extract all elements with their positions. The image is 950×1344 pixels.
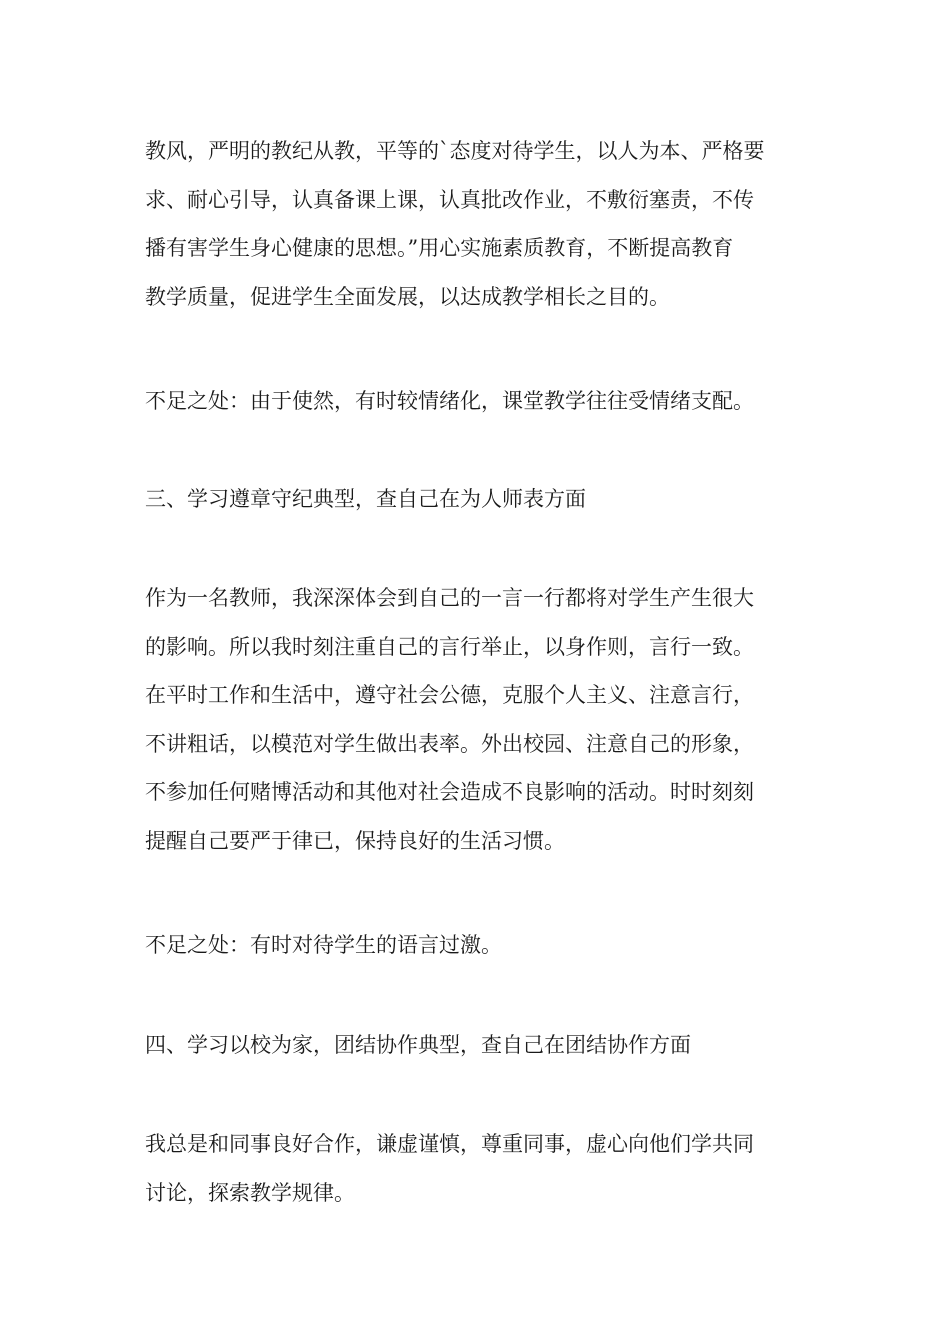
text-line: 我总是和同事良好合作，谦虚谨慎，尊重同事，虚心向他们学共同 (145, 1132, 754, 1156)
paragraph-shortcoming-2 (145, 921, 810, 970)
text-line: 不讲粗话，以模范对学生做出表率。外出校园、注意自己的形象， (145, 731, 754, 756)
section-heading-3 (145, 475, 810, 524)
text-line: 四、学习以校为家，团结协作典型，查自己在团结协作方面 (145, 1033, 691, 1057)
text-line: 的影响。所以我时刻注重自己的言行举止，以身作则，言行一致。 (145, 634, 754, 659)
paragraph-role-model (145, 574, 810, 865)
paragraph-teamwork (145, 1120, 810, 1217)
text-line: 播有害学生身心健康的思想。”用心实施素质教育，不断提高教育 (145, 236, 734, 260)
text-line: 在平时工作和生活中，遵守社会公德，克服个人主义、注意言行， (145, 683, 754, 707)
text-line: 三、学习遵章守纪典型，查自己在为人师表方面 (145, 487, 586, 511)
text-line: 讨论，探索教学规律。 (145, 1180, 355, 1205)
text-line: 作为一名教师，我深深体会到自己的一言一行都将对学生产生很大 (145, 586, 754, 610)
text-line: 不参加任何赌博活动和其他对社会造成不良影响的活动。时时刻刻 (145, 780, 754, 804)
paragraph-shortcoming-1 (145, 377, 810, 426)
text-line: 不足之处：有时对待学生的语言过激。 (145, 933, 502, 957)
text-line: 求、耐心引导，认真备课上课，认真批改作业，不敷衍塞责，不传 (145, 187, 754, 212)
text-line: 教学质量，促进学生全面发展，以达成教学相长之目的。 (145, 284, 670, 309)
section-heading-4 (145, 1021, 810, 1070)
text-line: 不足之处：由于使然，有时较情绪化，课堂教学往往受情绪支配。 (145, 389, 754, 413)
text-line: 提醒自己要严于律已，保持良好的生活习惯。 (145, 828, 565, 853)
paragraph-teaching-attitude (145, 127, 810, 321)
text-line: 教风，严明的教纪从教，平等的`态度对待学生，以人为本、严格要 (145, 139, 765, 163)
